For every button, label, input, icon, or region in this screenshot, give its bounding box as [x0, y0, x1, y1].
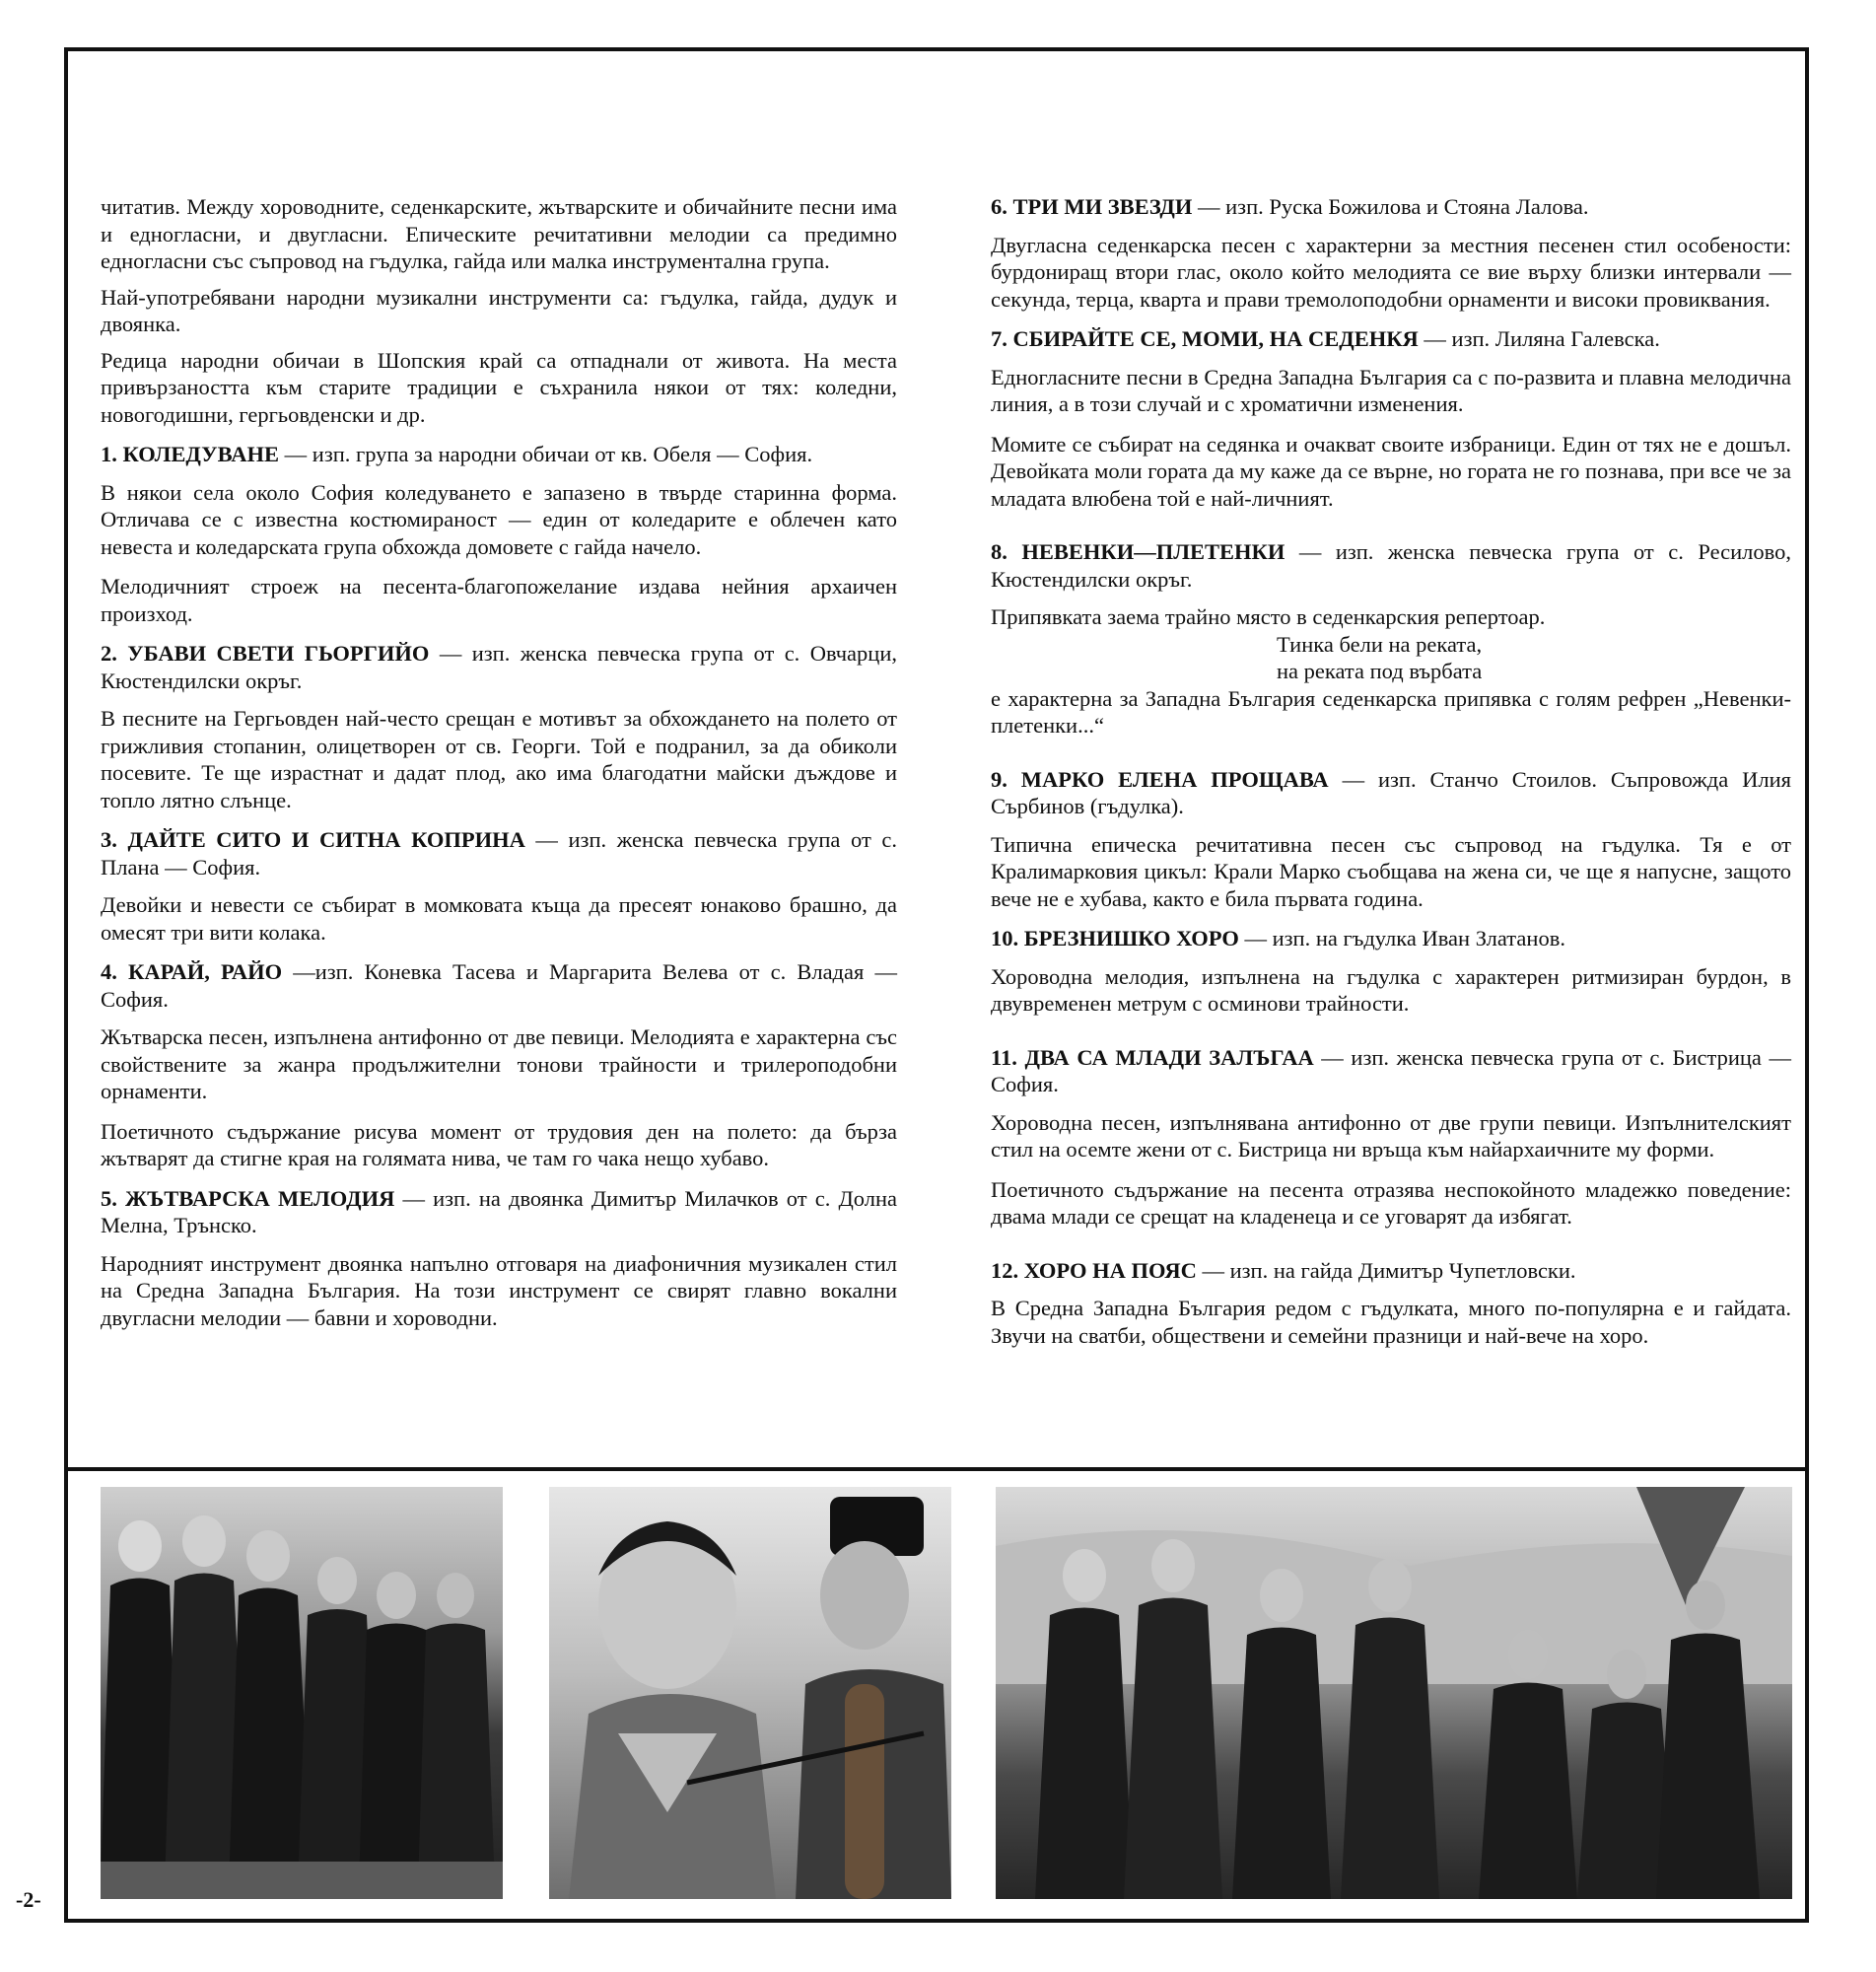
track-entry-7	[991, 325, 1791, 512]
track-entry-2	[101, 640, 897, 813]
track-description: В някои села около София коледуването е запазено в твърде старинна форма. Отличава се с известна костюмираност — един от коледарите е облечен като невеста и коледарската група обхожда домовете с гайда начело.	[101, 479, 897, 559]
track-description: Хороводна мелодия, изпълнена на гъдулка с характерен ритмизиран бурдон, в двувременен метрум с осминови трайности.	[991, 963, 1791, 1016]
track-performer: — изп. женска певческа група от с. Плана — София.	[101, 827, 898, 880]
track-description: Поетичното съдържание на песента отразява неспокойното младежко поведение: двама млади се срещат на кладенеца и се уговарят да избягат.	[991, 1176, 1791, 1229]
track-performer: — изп. на гайда Димитър Чупетловски.	[1196, 1257, 1576, 1283]
track-description: Девойки и невести се събират в момковата къща да пресеят юнаково брашно, да омесят три вити колака.	[101, 892, 897, 945]
track-title: 3. ДАЙТЕ СИТО И СИТНА КОПРИНА	[101, 827, 525, 852]
track-performer: — изп. женска певческа група от с. Овчарци, Кюстендилски окръг.	[101, 641, 897, 693]
track-heading	[991, 1044, 1791, 1098]
track-performer: — изп. женска певческа група от с. Бистрица — София.	[991, 1044, 1792, 1096]
track-description: е характерна за Западна България седенкарска припявка с голям рефрен „Невенки-плетенки...“	[991, 685, 1791, 738]
track-heading	[991, 1257, 1791, 1285]
track-entry-8	[991, 538, 1791, 740]
track-title: 8. НЕВЕНКИ—ПЛЕТЕНКИ	[991, 539, 1285, 564]
track-description: Народният инструмент двоянка напълно отговаря на диафоничния музикален стил на Средна Западна България. На този инструмент се свирят главно вокални двугласни мелодии — бавни и хороводни.	[101, 1250, 897, 1330]
track-title: 10. БРЕЗНИШКО ХОРО	[991, 926, 1239, 951]
track-description: В Средна Западна България редом с гъдулката, много по-популярна е и гайдата. Звучи на сватби, обществени и семейни празници и най-вече на хоро.	[991, 1296, 1791, 1348]
track-performer: — изп. Руска Божилова и Стояна Лалова.	[1192, 194, 1589, 219]
verse-line: на реката под върбата	[1277, 659, 1483, 683]
track-entry-10	[991, 925, 1791, 1018]
track-title: 1. КОЛЕДУВАНЕ	[101, 442, 280, 466]
track-entry-12	[991, 1257, 1791, 1350]
intro-paragraph: Най-употребявани народни музикални инструменти са: гъдулка, гайда, дудук и двоянка.	[101, 284, 897, 336]
track-entry-5	[101, 1185, 897, 1332]
track-heading	[101, 441, 897, 468]
track-entry-6	[991, 193, 1791, 313]
track-entry-9	[991, 766, 1791, 913]
track-description: Припявката заема трайно място в седенкарския репертоар.	[991, 604, 1546, 629]
track-heading	[991, 925, 1791, 952]
track-description: Поетичното съдържание рисува момент от трудовия ден на полето: да бърза жътварят да стигне края на голямата нива, че там го чака нещо хубаво.	[101, 1118, 897, 1170]
track-title: 6. ТРИ МИ ЗВЕЗДИ	[991, 194, 1193, 219]
verse-excerpt	[991, 631, 1791, 685]
track-entry-1	[101, 441, 897, 627]
track-performer: — изп. група за народни обичаи от кв. Обеля — София.	[279, 442, 813, 466]
track-description: Едногласните песни в Средна Западна България са с по-развита и плавна мелодична линия, а в този случай и с хроматични изменения.	[991, 364, 1791, 416]
photo-women-choir	[101, 1487, 503, 1899]
track-heading	[991, 538, 1791, 593]
track-title: 5. ЖЪТВАРСКА МЕЛОДИЯ	[101, 1185, 395, 1211]
track-description: Хороводна песен, изпълнявана антифонно от две групи певици. Изпълнителският стил на осемте жени от с. Бистрица ни връща към найархаичните му форми.	[991, 1109, 1791, 1162]
track-heading	[991, 325, 1791, 353]
photo-horo-dance-outdoors	[996, 1487, 1792, 1899]
track-performer: — изп. Станчо Стоилов. Съпровожда Илия Сърбинов (гъдулка).	[991, 766, 1791, 818]
track-description: Типична епическа речитативна песен със съпровод на гъдулка. Тя е от Кралимарковия цикъл: Крали Марко съобщава на жена си, че ще я напусне, защото вече не е хубава, както е била първата година.	[991, 831, 1791, 911]
track-heading	[101, 958, 897, 1013]
track-description: В песните на Гергьовден най-често срещан е мотивът за обхождането на полето от грижливия стопанин, олицетворен от св. Георги. Той е подранил, за да обиколи посевите. Те ще израстнат и дадат плод, ако има благодатни майски дъждове и топло лятно слънце.	[101, 706, 897, 812]
track-title: 7. СБИРАЙТЕ СЕ, МОМИ, НА СЕДЕНКЯ	[991, 326, 1419, 351]
intro-paragraph: Редица народни обичаи в Шопския край са отпаднали от живота. На места привързаността към старите традиции е съхранила някои от тях: коледни, новогодишни, гергьовденски и др.	[101, 347, 897, 427]
track-description: Двугласна седенкарска песен с характерни за местния песенен стил особености: бурдониращ втори глас, около който мелодията се вие върху близки интервали — секунда, терца, кварта и прави тремолоподобни орнаменти и високи провиквания.	[991, 232, 1791, 312]
track-title: 9. МАРКО ЕЛЕНА ПРОЩАВА	[991, 766, 1329, 792]
verse-line: Тинка бели на реката,	[1277, 631, 1483, 657]
track-title: 11. ДВА СА МЛАДИ ЗАЛЪГАА	[991, 1044, 1314, 1070]
track-entry-4	[101, 958, 897, 1172]
track-title: 2. УБАВИ СВЕТИ ГЬОРГИЙО	[101, 641, 430, 666]
track-description: Жътварска песен, изпълнена антифонно от две певици. Мелодията е характерна със свойствените за жанра продължителни тонови трайности и трилероподобни орнаменти.	[101, 1024, 897, 1103]
track-heading	[101, 1185, 897, 1239]
track-heading	[101, 640, 897, 694]
track-heading	[991, 766, 1791, 820]
track-title: 4. КАРАЙ, РАЙО	[101, 959, 283, 984]
track-heading	[991, 193, 1791, 221]
track-entry-11	[991, 1044, 1791, 1231]
left-column	[101, 193, 897, 1344]
photo-singer-and-gadulka-player	[549, 1487, 951, 1899]
track-performer: —изп. Коневка Тасева и Маргарита Велева от с. Владая — София.	[101, 959, 897, 1012]
page-number: -2-	[16, 1887, 41, 1912]
track-title: 12. ХОРО НА ПОЯС	[991, 1257, 1197, 1283]
track-description: Мелодичният строеж на песента-благопожелание издава нейния архаичен произход.	[101, 574, 897, 626]
track-performer: — изп. женска певческа група от с. Ресилово, Кюстендилски окръг.	[991, 539, 1791, 592]
track-performer: — изп. Лиляна Галевска.	[1418, 326, 1660, 351]
section-divider	[64, 1467, 1809, 1471]
track-performer: — изп. на гъдулка Иван Златанов.	[1238, 926, 1565, 951]
track-description: Момите се събират на седянка и очакват своите избраници. Един от тях не е дошъл. Девойката моли гората да му каже да се върне, но гората не го познава, при все че за младата влюбена той е най-личният.	[991, 431, 1791, 511]
right-column	[991, 193, 1791, 1362]
track-performer: — изп. на двоянка Димитър Милачков от с. Долна Мелна, Трънско.	[101, 1185, 897, 1237]
track-heading	[101, 826, 897, 880]
track-entry-3	[101, 826, 897, 946]
intro-paragraph: читатив. Между хороводните, седенкарските, жътварските и обичайните песни има и едногласни, и двугласни. Епическите речитативни мелодии са предимно едногласни със съпровод на гъдулка, гайда или малка инструментална група.	[101, 194, 897, 273]
